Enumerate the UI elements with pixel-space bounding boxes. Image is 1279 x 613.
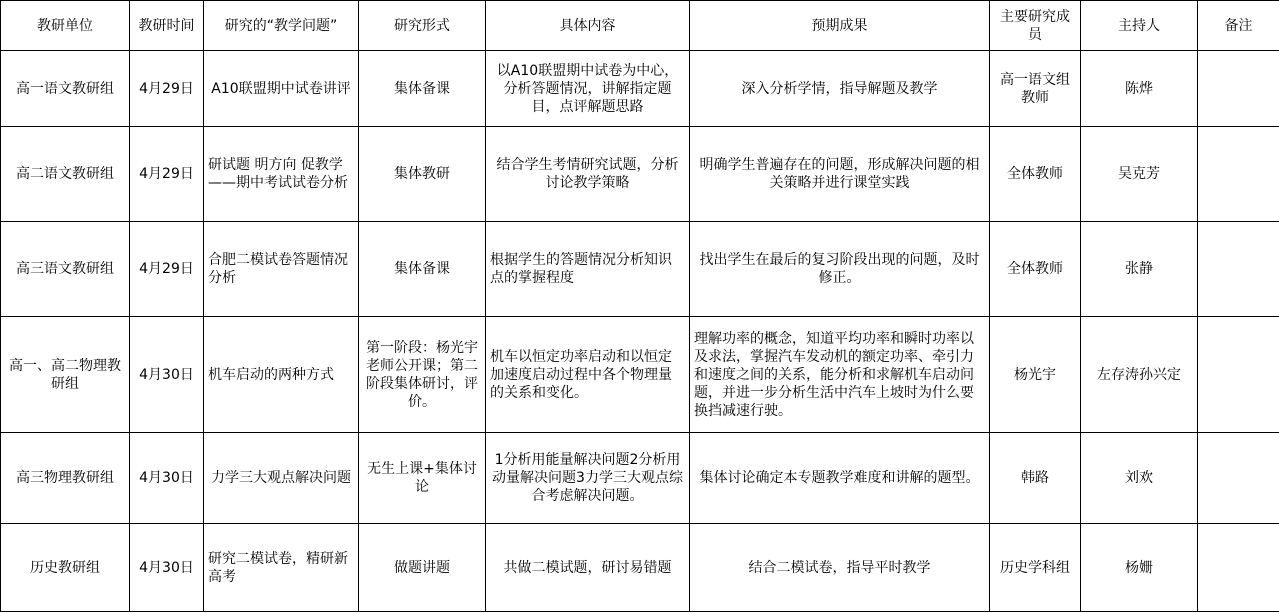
- cell-problem: 机车启动的两种方式: [204, 317, 359, 433]
- cell-content: 以A10联盟期中试卷为中心，分析答题情况，讲解指定题目，点评解题思路: [486, 51, 690, 127]
- cell-note: [1198, 317, 1279, 433]
- cell-content: 根据学生的答题情况分析知识点的掌握程度: [486, 222, 690, 317]
- cell-note: [1198, 524, 1279, 612]
- table-row: [1, 317, 1279, 433]
- cell-members: 全体教师: [990, 222, 1081, 317]
- cell-form: 集体教研: [359, 127, 486, 222]
- cell-content: 结合学生考情研究试题，分析讨论教学策略: [486, 127, 690, 222]
- cell-members: 杨光宇: [990, 317, 1081, 433]
- cell-date: 4月30日: [130, 317, 204, 433]
- cell-outcome: 理解功率的概念，知道平均功率和瞬时功率以及求法，掌握汽车发动机的额定功率、牵引力和速度之间的关系，能分析和求解机车启动问题，并进一步分析生活中汽车上坡时为什么要换挡减速行驶。: [690, 317, 990, 433]
- cell-host: 刘欢: [1081, 433, 1198, 524]
- cell-form: 集体备课: [359, 222, 486, 317]
- cell-problem: 力学三大观点解决问题: [204, 433, 359, 524]
- header-date: 教研时间: [130, 1, 204, 51]
- header-content: 具体内容: [486, 1, 690, 51]
- cell-problem: A10联盟期中试卷讲评: [204, 51, 359, 127]
- header-unit: 教研单位: [1, 1, 130, 51]
- header-form: 研究形式: [359, 1, 486, 51]
- cell-date: 4月29日: [130, 127, 204, 222]
- cell-note: [1198, 433, 1279, 524]
- cell-content: 共做二模试题，研讨易错题: [486, 524, 690, 612]
- cell-host: 陈烨: [1081, 51, 1198, 127]
- header-members: 主要研究成员: [990, 1, 1081, 51]
- cell-problem: 研究二模试卷，精研新高考: [204, 524, 359, 612]
- cell-members: 高一语文组教师: [990, 51, 1081, 127]
- cell-host: 左存涛孙兴定: [1081, 317, 1198, 433]
- table-row: [1, 127, 1279, 222]
- cell-content: 机车以恒定功率启动和以恒定加速度启动过程中各个物理量的关系和变化。: [486, 317, 690, 433]
- cell-outcome: 找出学生在最后的复习阶段出现的问题，及时修正。: [690, 222, 990, 317]
- cell-note: [1198, 222, 1279, 317]
- cell-unit: 高三语文教研组: [1, 222, 130, 317]
- cell-members: 全体教师: [990, 127, 1081, 222]
- cell-content: 1分析用能量解决问题2分析用动量解决问题3力学三大观点综合考虑解决问题。: [486, 433, 690, 524]
- cell-members: 历史学科组: [990, 524, 1081, 612]
- cell-outcome: 深入分析学情，指导解题及教学: [690, 51, 990, 127]
- cell-unit: 高二语文教研组: [1, 127, 130, 222]
- cell-members: 韩路: [990, 433, 1081, 524]
- cell-note: [1198, 51, 1279, 127]
- cell-date: 4月30日: [130, 524, 204, 612]
- cell-unit: 高一语文教研组: [1, 51, 130, 127]
- cell-problem: 研试题 明方向 促教学——期中考试试卷分析: [204, 127, 359, 222]
- header-problem: 研究的“教学问题”: [204, 1, 359, 51]
- header-note: 备注: [1198, 1, 1279, 51]
- cell-host: 张静: [1081, 222, 1198, 317]
- table-row: [1, 524, 1279, 612]
- cell-outcome: 结合二模试卷，指导平时教学: [690, 524, 990, 612]
- cell-problem: 合肥二模试卷答题情况分析: [204, 222, 359, 317]
- cell-outcome: 明确学生普遍存在的问题，形成解决问题的相关策略并进行课堂实践: [690, 127, 990, 222]
- header-row: [1, 1, 1279, 51]
- cell-unit: 高三物理教研组: [1, 433, 130, 524]
- table-row: [1, 222, 1279, 317]
- table-row: [1, 51, 1279, 127]
- cell-note: [1198, 127, 1279, 222]
- cell-host: 杨姗: [1081, 524, 1198, 612]
- cell-host: 吴克芳: [1081, 127, 1198, 222]
- cell-form: 做题讲题: [359, 524, 486, 612]
- header-host: 主持人: [1081, 1, 1198, 51]
- cell-form: 第一阶段：杨光宇老师公开课；第二阶段集体研讨，评价。: [359, 317, 486, 433]
- cell-date: 4月29日: [130, 222, 204, 317]
- cell-unit: 历史教研组: [1, 524, 130, 612]
- cell-outcome: 集体讨论确定本专题教学难度和讲解的题型。: [690, 433, 990, 524]
- cell-unit: 高一、高二物理教研组: [1, 317, 130, 433]
- cell-form: 集体备课: [359, 51, 486, 127]
- table-row: [1, 433, 1279, 524]
- header-outcome: 预期成果: [690, 1, 990, 51]
- cell-form: 无生上课+集体讨论: [359, 433, 486, 524]
- cell-date: 4月30日: [130, 433, 204, 524]
- cell-date: 4月29日: [130, 51, 204, 127]
